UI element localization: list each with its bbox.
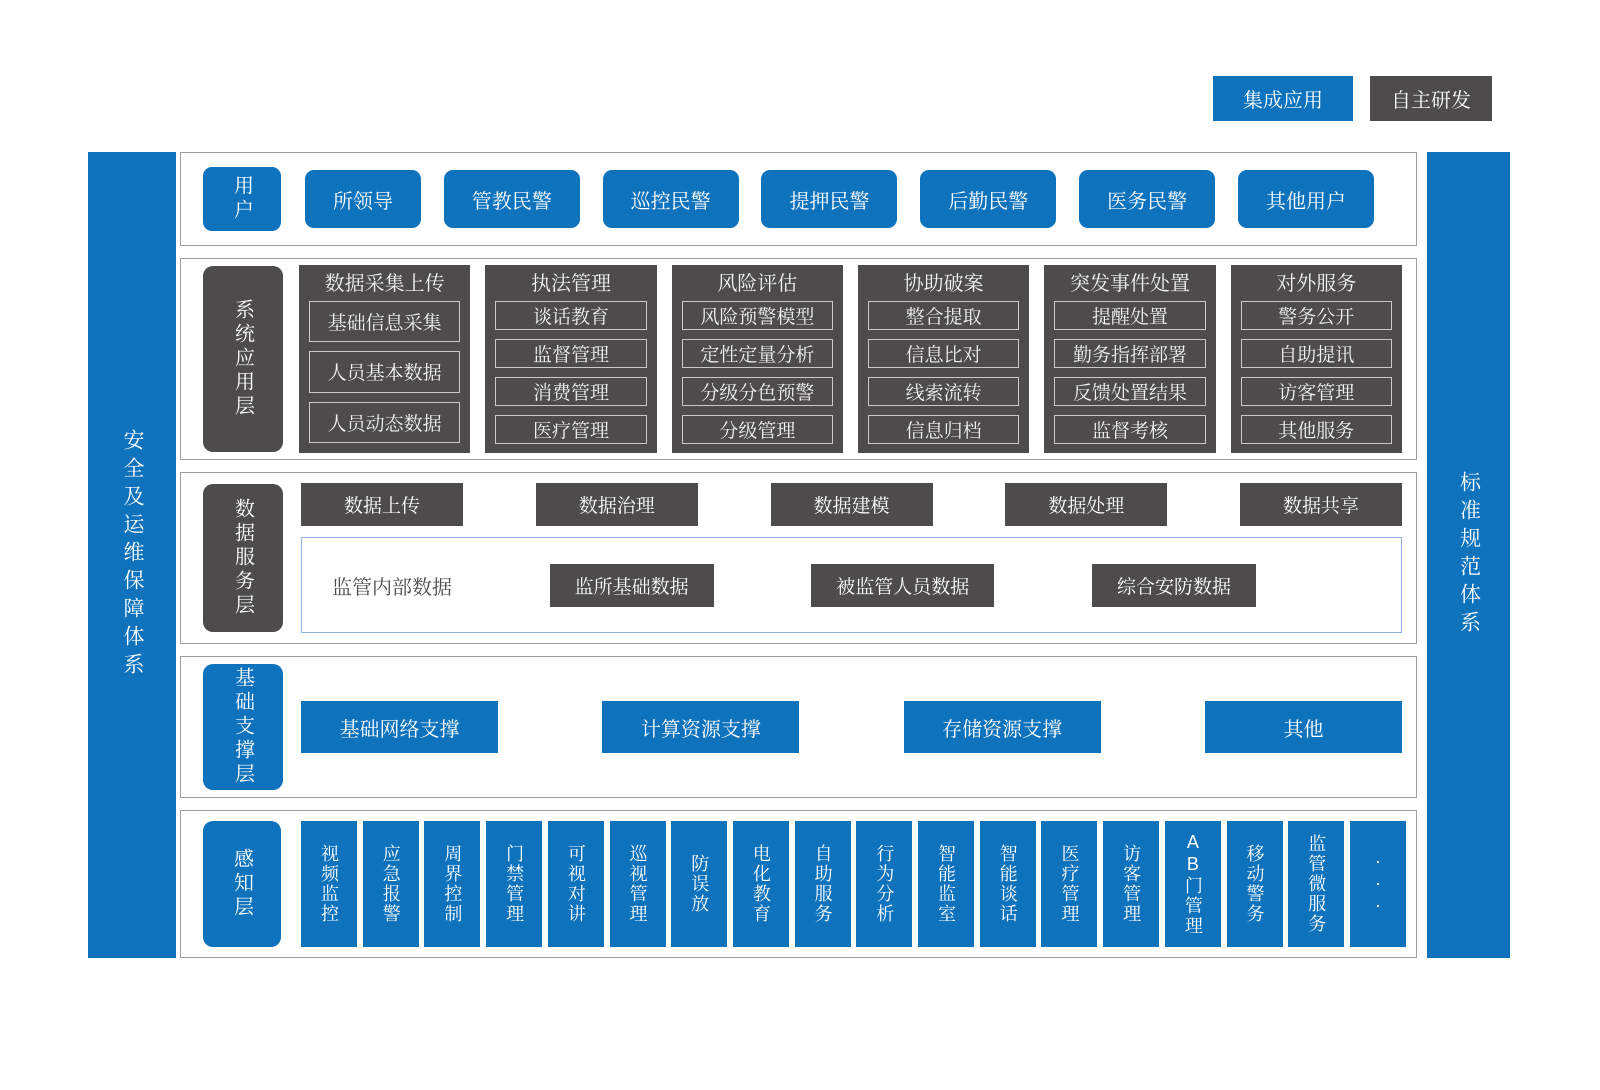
data-process-box: 数据上传	[301, 483, 463, 526]
app-group-external-service	[1231, 265, 1402, 453]
group-item: 分级分色预警	[682, 377, 833, 406]
legend-integrated-app: 集成应用	[1213, 76, 1353, 121]
group-item: 其他服务	[1241, 415, 1392, 444]
perception-box-label: 自助服务	[812, 844, 833, 924]
perception-box-label: 访客管理	[1121, 844, 1142, 924]
user-box: 医务民警	[1079, 170, 1215, 228]
layer-label-application	[203, 266, 283, 452]
layer-label-data-service-text: 数据服务层	[231, 498, 254, 618]
app-group-risk-assessment	[672, 265, 843, 453]
perception-box	[1227, 821, 1283, 947]
perception-box-label: 可视对讲	[565, 844, 586, 924]
internal-data-panel	[301, 537, 1402, 633]
security-ops-sidebar	[88, 152, 176, 958]
perception-box-label: 电化教育	[750, 844, 771, 924]
perception-box	[918, 821, 974, 947]
user-box: 提押民警	[761, 170, 897, 228]
perception-box-label: 巡视管理	[627, 844, 648, 924]
group-item: 线索流转	[868, 377, 1019, 406]
group-item: 警务公开	[1241, 301, 1392, 330]
support-box: 存储资源支撑	[904, 701, 1101, 753]
internal-data-label: 监管内部数据	[332, 576, 452, 599]
perception-box	[1041, 821, 1097, 947]
layer-label-basic-support	[203, 664, 283, 790]
security-ops-label: 安全及运维保障体系	[121, 429, 144, 681]
perception-box-label: 防误放	[689, 854, 710, 914]
legend-self-developed: 自主研发	[1370, 76, 1492, 121]
group-item: 提醒处置	[1054, 301, 1205, 330]
group-item: 消费管理	[495, 377, 646, 406]
perception-box	[980, 821, 1036, 947]
group-item: 风险预警模型	[682, 301, 833, 330]
support-items	[301, 701, 1402, 753]
layer-label-users-text: 用户	[230, 175, 253, 223]
layer-label-application-text: 系统应用层	[231, 299, 254, 419]
perception-items	[301, 821, 1406, 947]
perception-box-label: 应急报警	[380, 844, 401, 924]
legend	[1213, 76, 1492, 121]
support-box: 基础网络支撑	[301, 701, 498, 753]
group-items	[309, 301, 460, 443]
standards-label: 标准规范体系	[1457, 471, 1481, 639]
perception-box-label: 周界控制	[442, 844, 463, 924]
group-item: 自助提讯	[1241, 339, 1392, 368]
group-item: 人员基本数据	[309, 351, 460, 392]
perception-box-more	[1350, 821, 1406, 947]
group-item: 访客管理	[1241, 377, 1392, 406]
group-item: 监督管理	[495, 339, 646, 368]
group-title: 风险评估	[717, 273, 798, 295]
internal-data-box: 被监管人员数据	[811, 564, 994, 607]
perception-box-label: 智能监室	[936, 844, 957, 924]
group-item: 人员动态数据	[309, 402, 460, 443]
perception-box-label: 行为分析	[874, 844, 895, 924]
group-items	[495, 301, 646, 444]
group-item: 勤务指挥部署	[1054, 339, 1205, 368]
group-items	[868, 301, 1019, 444]
layer-label-perception	[203, 821, 281, 947]
layer-label-users	[203, 167, 281, 231]
group-item: 医疗管理	[495, 415, 646, 444]
user-box: 巡控民警	[603, 170, 739, 228]
user-box: 其他用户	[1238, 170, 1374, 228]
group-items	[1241, 301, 1392, 444]
perception-box	[548, 821, 604, 947]
perception-box	[1288, 821, 1344, 947]
perception-box	[671, 821, 727, 947]
layer-users	[180, 152, 1417, 246]
support-box: 其他	[1205, 701, 1402, 753]
layer-data-service	[180, 472, 1417, 644]
layer-application	[180, 258, 1417, 460]
group-title: 协助破案	[903, 273, 984, 295]
perception-box-label: 智能谈话	[997, 844, 1018, 924]
layer-label-data-service	[203, 484, 283, 632]
user-box: 管教民警	[444, 170, 580, 228]
group-items	[1054, 301, 1205, 444]
perception-box	[1103, 821, 1159, 947]
perception-box	[486, 821, 542, 947]
perception-box	[610, 821, 666, 947]
group-item: 反馈处置结果	[1054, 377, 1205, 406]
perception-more-dots: ···	[1367, 851, 1388, 917]
group-item: 分级管理	[682, 415, 833, 444]
perception-box-label: 门禁管理	[504, 844, 525, 924]
perception-box-label: 移动警务	[1244, 844, 1265, 924]
app-group-data-collection	[299, 265, 470, 453]
group-title: 数据采集上传	[324, 273, 445, 295]
perception-box-label: 监管微服务	[1306, 834, 1327, 934]
data-process-box: 数据共享	[1240, 483, 1402, 526]
perception-box	[424, 821, 480, 947]
perception-box	[733, 821, 789, 947]
data-process-box: 数据建模	[771, 483, 933, 526]
perception-box	[795, 821, 851, 947]
app-group-law-enforcement	[485, 265, 656, 453]
layer-basic-support	[180, 656, 1417, 798]
group-item: 基础信息采集	[309, 301, 460, 342]
group-item: 定性定量分析	[682, 339, 833, 368]
internal-data-box: 综合安防数据	[1092, 564, 1256, 607]
perception-box	[363, 821, 419, 947]
user-box: 所领导	[305, 170, 421, 228]
application-groups	[299, 265, 1402, 453]
internal-data-box: 监所基础数据	[550, 564, 714, 607]
group-items	[682, 301, 833, 444]
perception-box-label: 医疗管理	[1059, 844, 1080, 924]
group-title: 突发事件处置	[1069, 273, 1190, 295]
layer-perception	[180, 810, 1417, 958]
standards-sidebar	[1427, 152, 1510, 958]
user-box: 后勤民警	[920, 170, 1056, 228]
data-process-row	[301, 483, 1402, 526]
group-title: 对外服务	[1276, 273, 1357, 295]
data-service-content	[301, 483, 1402, 633]
layers-column	[180, 152, 1417, 958]
perception-box-label: AB门管理	[1182, 832, 1203, 936]
app-group-emergency	[1044, 265, 1215, 453]
group-title: 执法管理	[530, 273, 611, 295]
group-item: 谈话教育	[495, 301, 646, 330]
perception-box	[856, 821, 912, 947]
support-box: 计算资源支撑	[602, 701, 799, 753]
group-item: 整合提取	[868, 301, 1019, 330]
data-process-box: 数据处理	[1005, 483, 1167, 526]
group-item: 监督考核	[1054, 415, 1205, 444]
layer-label-perception-text: 感知层	[230, 848, 253, 920]
layer-label-basic-support-text: 基础支撑层	[231, 667, 254, 787]
app-group-case-assist	[858, 265, 1029, 453]
perception-box-label: 视频监控	[319, 844, 339, 924]
group-item: 信息比对	[868, 339, 1019, 368]
perception-box	[301, 821, 357, 947]
group-item: 信息归档	[868, 415, 1019, 444]
perception-box	[1165, 821, 1221, 947]
data-process-box: 数据治理	[536, 483, 698, 526]
users-items	[281, 170, 1416, 228]
